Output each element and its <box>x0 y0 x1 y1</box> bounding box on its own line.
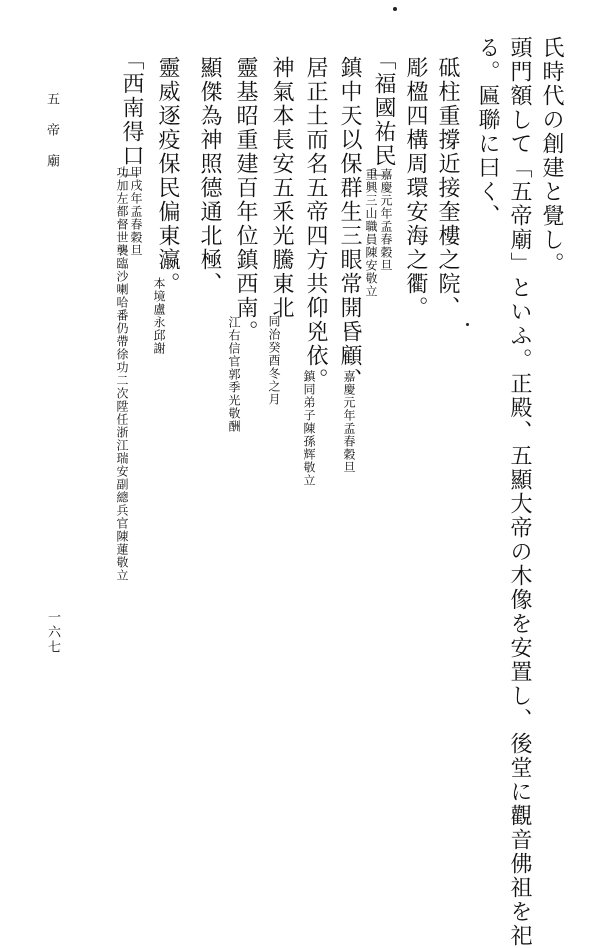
scan-mark <box>466 323 469 326</box>
running-title: 五帝廟 <box>44 92 59 185</box>
text-column: 居正土而名五帝四方共仰兇依。 <box>303 56 328 392</box>
page-number: 一六七 <box>45 610 60 655</box>
text-column: 靈威逐疫保民偏東瀛。 <box>155 56 180 296</box>
scan-mark <box>393 7 397 11</box>
annotation: 本境盧永邱謝 <box>152 277 166 355</box>
text-column: 彫楹四構周環安海之衢。 <box>403 56 428 320</box>
annotation: 同治癸酉冬之月 <box>267 315 281 406</box>
text-column: 頭門額して「五帝廟」といふ。正殿、五顯大帝の木像を安置し、後堂に觀音佛祖を祀 <box>507 36 532 948</box>
annotation: 鎮同弟子陳孫辉敬立 <box>302 370 316 487</box>
annotation: 嘉慶元年孟春穀旦 <box>379 168 393 272</box>
text-column: る。匾聯に曰く、 <box>475 36 500 228</box>
annotation: 重興三山職員陳安敬立 <box>364 168 378 298</box>
annotation: 江右信官郭季光敬酬 <box>227 316 241 433</box>
text-column: 砥柱重撐近接奎樓之院、 <box>435 56 460 320</box>
text-column: 氏時代の創建と覺し。 <box>539 36 564 276</box>
text-column: 神氣本長安五釆光騰東北 <box>269 56 294 320</box>
text-column: 「西南得口」 <box>119 48 144 192</box>
text-column: 鎮中天以保群生三眼常開昏顧、 <box>337 56 362 392</box>
annotation: 功加左都督世襲臨沙喇哈番仍帶徐功二次陞任浙江瑞安副總兵官陳蓮敬立 <box>115 166 129 582</box>
text-column: 顯傑為神照德通北極、 <box>197 56 222 296</box>
text-column: 「福國祐民」 <box>371 48 396 192</box>
text-column: 靈基昭重建百年位鎮西南。 <box>233 56 258 344</box>
annotation: 嘉慶元年孟春穀旦 <box>342 370 356 474</box>
annotation: 甲戌年孟春穀旦 <box>129 166 143 257</box>
